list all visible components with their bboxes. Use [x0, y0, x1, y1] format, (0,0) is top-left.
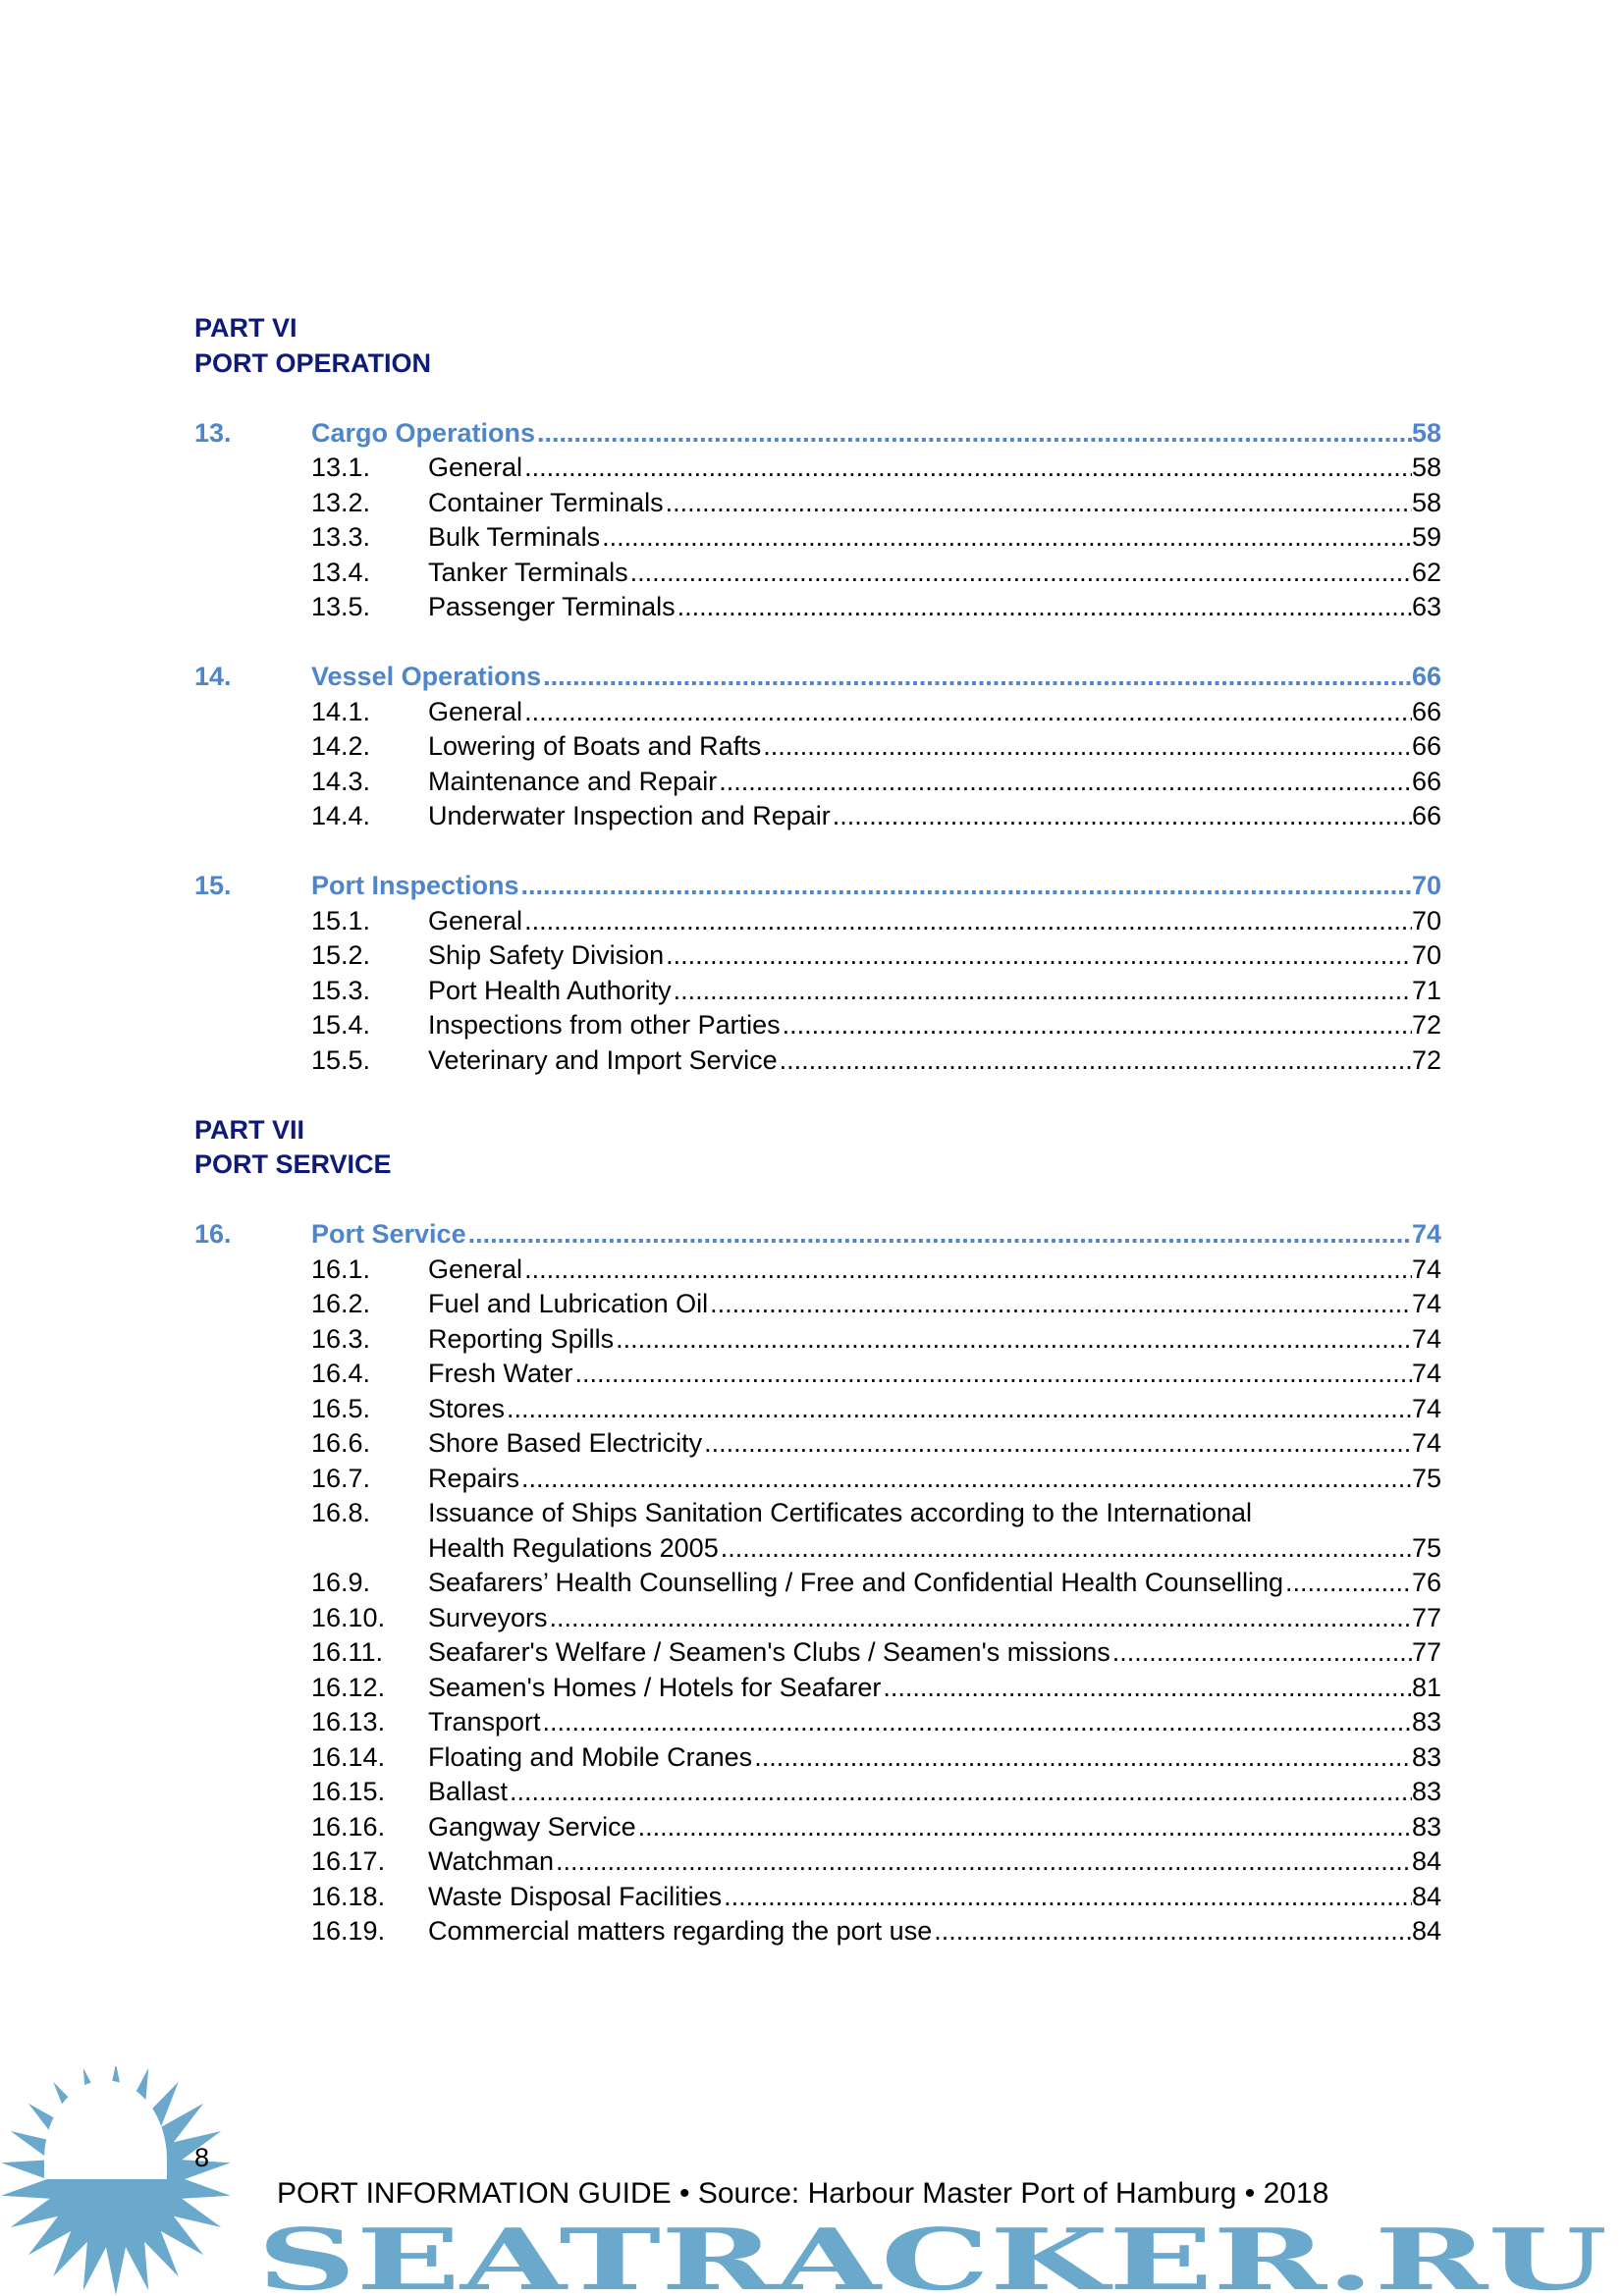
dot-leader	[719, 1531, 1412, 1567]
entry-number: 16.5.	[311, 1393, 371, 1423]
entry-page: 84	[1411, 1846, 1441, 1876]
entry-title: Cargo Operations	[311, 417, 536, 448]
entry-number: 13.3.	[311, 522, 371, 552]
toc-entry[interactable]	[194, 1322, 1441, 1358]
entry-number: 13.4.	[311, 557, 371, 587]
entry-title: Bulk Terminals	[428, 522, 601, 552]
blank-line	[194, 381, 1441, 416]
entry-title: Veterinary and Import Service	[428, 1044, 778, 1075]
dot-leader	[508, 1775, 1412, 1810]
entry-title: Ballast	[428, 1777, 509, 1806]
entry-page: 74	[1411, 1359, 1441, 1388]
toc-entry[interactable]	[194, 695, 1441, 730]
dot-leader	[664, 486, 1412, 521]
entry-title: Seafarer's Welfare / Seamen's Clubs / Seamen's missions	[428, 1637, 1110, 1667]
entry-page: 72	[1411, 1010, 1441, 1040]
dot-leader	[522, 451, 1412, 486]
toc-entry[interactable]	[194, 974, 1441, 1009]
page-number: 8	[194, 2143, 210, 2172]
toc-entry-continuation[interactable]	[194, 1531, 1441, 1567]
entry-page: 63	[1411, 592, 1441, 621]
toc-entry[interactable]	[194, 1043, 1441, 1079]
entry-title: Inspections from other Parties	[428, 1010, 781, 1040]
entry-number: 16.7.	[311, 1463, 371, 1493]
dot-leader	[535, 416, 1412, 452]
entry-title: Floating and Mobile Cranes	[428, 1741, 753, 1772]
dot-leader	[717, 765, 1412, 800]
entry-title: Issuance of Ships Sanitation Certificates according to the International	[428, 1498, 1252, 1527]
entry-page: 75	[1411, 1532, 1441, 1563]
entry-page: 74	[1411, 1393, 1441, 1423]
dot-leader	[554, 1844, 1412, 1880]
toc-entry[interactable]	[194, 1392, 1441, 1427]
entry-number: 16.13.	[311, 1707, 386, 1736]
dot-leader	[881, 1671, 1412, 1706]
entry-title: Commercial matters regarding the port use	[428, 1916, 933, 1946]
toc-entry[interactable]	[194, 520, 1441, 556]
dot-leader	[522, 904, 1412, 939]
entry-number: 16.4.	[311, 1359, 371, 1388]
entry-page: 74	[1411, 1289, 1441, 1318]
toc-entry[interactable]	[194, 1287, 1441, 1322]
entry-page: 84	[1411, 1881, 1441, 1911]
blank-line	[194, 834, 1441, 870]
dot-leader	[541, 660, 1412, 695]
entry-number: 16.6.	[311, 1428, 371, 1458]
entry-title: Shore Based Electricity	[428, 1428, 703, 1458]
dot-leader	[702, 1426, 1412, 1462]
watermark-text: SEATRACKER.RU	[257, 2220, 1607, 2296]
entry-number: 16.2.	[311, 1289, 371, 1318]
entry-title: General	[428, 905, 523, 935]
entry-number: 16.19.	[311, 1916, 386, 1946]
dot-leader	[781, 1008, 1412, 1043]
toc-entry[interactable]	[194, 590, 1441, 625]
toc-entry[interactable]	[194, 1357, 1441, 1392]
entry-number: 16.8.	[311, 1498, 371, 1527]
entry-title: Lowering of Boats and Rafts	[428, 731, 762, 761]
dot-leader	[761, 729, 1412, 765]
entry-page: 74	[1411, 1323, 1441, 1354]
toc-chapter[interactable]	[194, 416, 1441, 452]
entry-page: 66	[1411, 731, 1441, 761]
dot-leader	[722, 1880, 1412, 1915]
entry-number: 13.5.	[311, 592, 371, 621]
entry-title: Port Inspections	[311, 871, 519, 900]
entry-title: Watchman	[428, 1846, 555, 1876]
entry-page: 74	[1411, 1219, 1441, 1249]
toc-entry[interactable]	[194, 1635, 1441, 1671]
dot-leader	[778, 1043, 1412, 1079]
toc-entry[interactable]	[194, 1705, 1441, 1740]
entry-number: 16.	[194, 1219, 232, 1249]
dot-leader	[676, 590, 1412, 625]
entry-number: 14.1.	[311, 696, 371, 726]
dot-leader	[664, 938, 1412, 974]
toc-entry[interactable]	[194, 1601, 1441, 1636]
entry-number: 15.2.	[311, 940, 371, 970]
dot-leader	[522, 695, 1412, 730]
dot-leader	[505, 1392, 1412, 1427]
toc-entry[interactable]	[194, 1880, 1441, 1915]
dot-leader	[614, 1322, 1412, 1358]
toc-chapter[interactable]	[194, 1217, 1441, 1253]
entry-page: 77	[1411, 1602, 1441, 1632]
part-label: PART VI	[194, 313, 298, 343]
entry-title: Reporting Spills	[428, 1323, 615, 1354]
toc-entry[interactable]	[194, 1775, 1441, 1810]
dot-leader	[548, 1601, 1412, 1636]
entry-page: 83	[1411, 1777, 1441, 1806]
entry-title: Waste Disposal Facilities	[428, 1881, 723, 1911]
entry-number: 15.	[194, 871, 232, 900]
entry-title: Ship Safety Division	[428, 940, 665, 970]
entry-number: 16.12.	[311, 1672, 386, 1702]
entry-number: 14.4.	[311, 801, 371, 830]
entry-page: 66	[1411, 662, 1441, 691]
entry-title: Vessel Operations	[311, 662, 542, 691]
entry-page: 74	[1411, 1428, 1441, 1458]
toc-chapter[interactable]	[194, 660, 1441, 695]
toc-entry[interactable]	[194, 1462, 1441, 1497]
toc-entry[interactable]	[194, 1740, 1441, 1776]
entry-page: 72	[1411, 1044, 1441, 1075]
entry-title: Seamen's Homes / Hotels for Seafarer	[428, 1672, 882, 1702]
blank-line	[194, 1183, 1441, 1218]
entry-page: 83	[1411, 1741, 1441, 1772]
entry-number: 16.18.	[311, 1881, 386, 1911]
entry-number: 16.16.	[311, 1811, 386, 1842]
entry-page: 81	[1411, 1672, 1441, 1702]
entry-number: 15.3.	[311, 975, 371, 1005]
entry-page: 74	[1411, 1254, 1441, 1284]
entry-title: Port Service	[311, 1219, 466, 1249]
entry-page: 77	[1411, 1637, 1441, 1667]
dot-leader	[541, 1705, 1412, 1740]
entry-title: General	[428, 696, 523, 726]
dot-leader	[466, 1217, 1412, 1253]
entry-page: 59	[1411, 522, 1441, 552]
table-of-contents	[194, 311, 1441, 1949]
sun-logo-icon	[0, 2066, 241, 2296]
entry-title: General	[428, 453, 523, 482]
toc-entry[interactable]	[194, 904, 1441, 939]
entry-page: 58	[1411, 453, 1441, 482]
entry-page: 66	[1411, 801, 1441, 830]
toc-entry[interactable]	[194, 1671, 1441, 1706]
blank-line	[194, 625, 1441, 661]
toc-entry[interactable]	[194, 1496, 1441, 1531]
dot-leader	[1283, 1566, 1412, 1601]
part-title: PORT SERVICE	[194, 1149, 392, 1179]
entry-page: 83	[1411, 1811, 1441, 1842]
entry-title: Fresh Water	[428, 1359, 573, 1388]
entry-page: 84	[1411, 1916, 1441, 1946]
entry-title: Underwater Inspection and Repair	[428, 801, 831, 830]
entry-title: Surveyors	[428, 1602, 548, 1632]
dot-leader	[752, 1740, 1412, 1776]
entry-number: 15.5.	[311, 1044, 371, 1075]
part-title: PORT OPERATION	[194, 347, 432, 378]
entry-title: Port Health Authority	[428, 975, 672, 1005]
entry-title: Maintenance and Repair	[428, 766, 718, 796]
entry-number: 16.1.	[311, 1254, 371, 1284]
dot-leader	[628, 556, 1412, 591]
toc-entry[interactable]	[194, 1426, 1441, 1462]
dot-leader	[636, 1810, 1412, 1845]
entry-number: 16.3.	[311, 1323, 371, 1354]
entry-title: Stores	[428, 1393, 506, 1423]
toc-chapter[interactable]	[194, 869, 1441, 904]
entry-number: 16.15.	[311, 1777, 386, 1806]
entry-number: 15.4.	[311, 1010, 371, 1040]
blank-line	[194, 1078, 1441, 1113]
entry-title: Tanker Terminals	[428, 557, 628, 587]
entry-page: 70	[1411, 940, 1441, 970]
toc-entry[interactable]	[194, 799, 1441, 834]
dot-leader	[519, 1462, 1412, 1497]
dot-leader	[519, 869, 1412, 904]
toc-entry[interactable]	[194, 1566, 1441, 1601]
dot-leader	[1110, 1635, 1412, 1671]
toc-entry[interactable]	[194, 556, 1441, 591]
toc-entry[interactable]	[194, 1844, 1441, 1880]
dot-leader	[708, 1287, 1412, 1322]
entry-page: 70	[1411, 905, 1441, 935]
toc-entry[interactable]	[194, 1008, 1441, 1043]
entry-title: Fuel and Lubrication Oil	[428, 1289, 709, 1318]
entry-title: Repairs	[428, 1463, 520, 1493]
dot-leader	[932, 1914, 1412, 1949]
dot-leader	[573, 1357, 1412, 1392]
entry-number: 16.9.	[311, 1568, 371, 1597]
entry-page: 71	[1411, 975, 1441, 1005]
entry-title: Seafarers’ Health Counselling / Free and Confidential Health Counselling	[428, 1568, 1284, 1597]
entry-number: 14.2.	[311, 731, 371, 761]
toc-entry[interactable]	[194, 1810, 1441, 1845]
dot-leader	[672, 974, 1412, 1009]
toc-entry[interactable]	[194, 938, 1441, 974]
toc-entry[interactable]	[194, 486, 1441, 521]
entry-page: 76	[1411, 1568, 1441, 1597]
entry-number: 16.11.	[311, 1637, 384, 1667]
toc-entry[interactable]	[194, 765, 1441, 800]
entry-page: 62	[1411, 557, 1441, 587]
dot-leader	[600, 520, 1412, 556]
entry-number: 13.	[194, 417, 232, 448]
watermark	[257, 2220, 1612, 2296]
entry-title: Gangway Service	[428, 1811, 636, 1842]
toc-entry[interactable]	[194, 451, 1441, 486]
entry-title: Health Regulations 2005	[428, 1532, 719, 1563]
entry-number: 14.3.	[311, 766, 371, 796]
entry-number: 16.17.	[311, 1846, 386, 1876]
entry-title: General	[428, 1254, 523, 1284]
entry-page: 58	[1411, 417, 1441, 448]
entry-page: 66	[1411, 766, 1441, 796]
footer-text: PORT INFORMATION GUIDE • Source: Harbour Master Port of Hamburg • 2018	[277, 2177, 1329, 2210]
entry-number: 13.1.	[311, 453, 371, 482]
toc-entry[interactable]	[194, 1914, 1441, 1949]
entry-title: Passenger Terminals	[428, 592, 676, 621]
entry-title: Transport	[428, 1707, 541, 1736]
part-label: PART VII	[194, 1114, 305, 1145]
entry-number: 16.10.	[311, 1602, 386, 1632]
dot-leader	[522, 1253, 1412, 1288]
entry-page: 70	[1411, 871, 1441, 900]
dot-leader	[831, 799, 1412, 834]
toc-entry[interactable]	[194, 729, 1441, 765]
entry-page: 75	[1411, 1463, 1441, 1493]
toc-entry[interactable]	[194, 1253, 1441, 1288]
entry-number: 15.1.	[311, 905, 371, 935]
entry-page: 66	[1411, 696, 1441, 726]
entry-page: 83	[1411, 1707, 1441, 1736]
entry-page: 58	[1411, 487, 1441, 517]
entry-number: 16.14.	[311, 1741, 386, 1772]
entry-number: 14.	[194, 662, 232, 691]
entry-title: Container Terminals	[428, 487, 664, 517]
entry-number: 13.2.	[311, 487, 371, 517]
